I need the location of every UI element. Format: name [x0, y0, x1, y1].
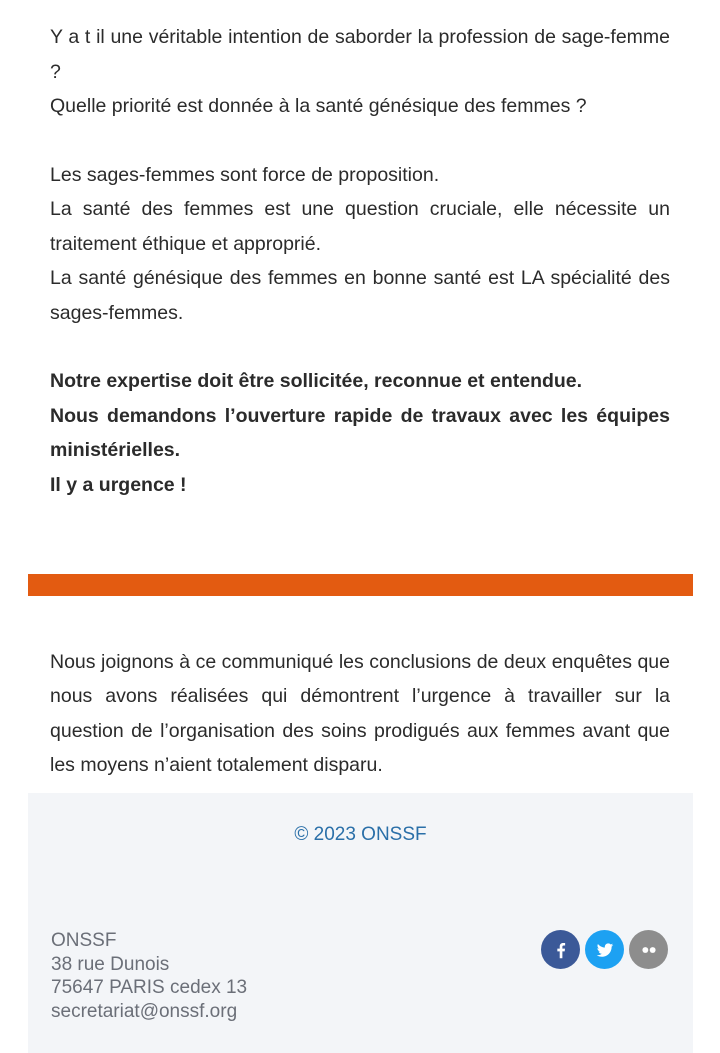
flickr-icon	[638, 939, 660, 961]
org-name: ONSSF	[51, 930, 117, 951]
accent-divider	[28, 574, 693, 596]
city-address: 75647 PARIS cedex 13	[51, 977, 248, 998]
spacer	[50, 330, 670, 364]
statement-line-2: La santé des femmes est une question cruciale, elle nécessite un traitement éthique et approprié.	[50, 198, 670, 255]
demand-line-1: Notre expertise doit être sollicitée, reconnue et entendue.	[50, 370, 583, 392]
spacer	[50, 124, 670, 158]
footer	[28, 793, 693, 1053]
question-line-1: Y a t il une véritable intention de saborder la profession de sage-femme ?	[50, 26, 670, 83]
attachment-paragraph: Nous joignons à ce communiqué les conclusions de deux enquêtes que nous avons réalisées qui démontrent l’urgence à travailler sur la question de l’organisation des soins prodigués aux femmes avant que les moyens n’aient totalement disparu.	[50, 650, 670, 776]
facebook-button[interactable]	[541, 930, 580, 969]
email-link[interactable]: secretariat@onssf.org	[51, 1000, 238, 1022]
question-line-2: Quelle priorité est donnée à la santé génésique des femmes ?	[50, 95, 587, 117]
message-body	[50, 20, 670, 502]
statement-line-3: La santé génésique des femmes en bonne santé est LA spécialité des sages-femmes.	[50, 267, 670, 324]
twitter-button[interactable]	[585, 930, 624, 969]
facebook-icon	[550, 939, 572, 961]
copyright-text: © 2023 ONSSF	[294, 824, 427, 845]
flickr-button[interactable]	[629, 930, 668, 969]
footer-address	[51, 929, 247, 1023]
statement-line-1: Les sages-femmes sont force de proposition.	[50, 163, 440, 186]
social-links	[541, 930, 668, 969]
street-address: 38 rue Dunois	[51, 953, 170, 975]
demand-line-3: Il y a urgence !	[50, 473, 187, 496]
demand-line-2: Nous demandons l’ouverture rapide de travaux avec les équipes ministérielles.	[50, 404, 670, 461]
twitter-icon	[594, 939, 616, 961]
